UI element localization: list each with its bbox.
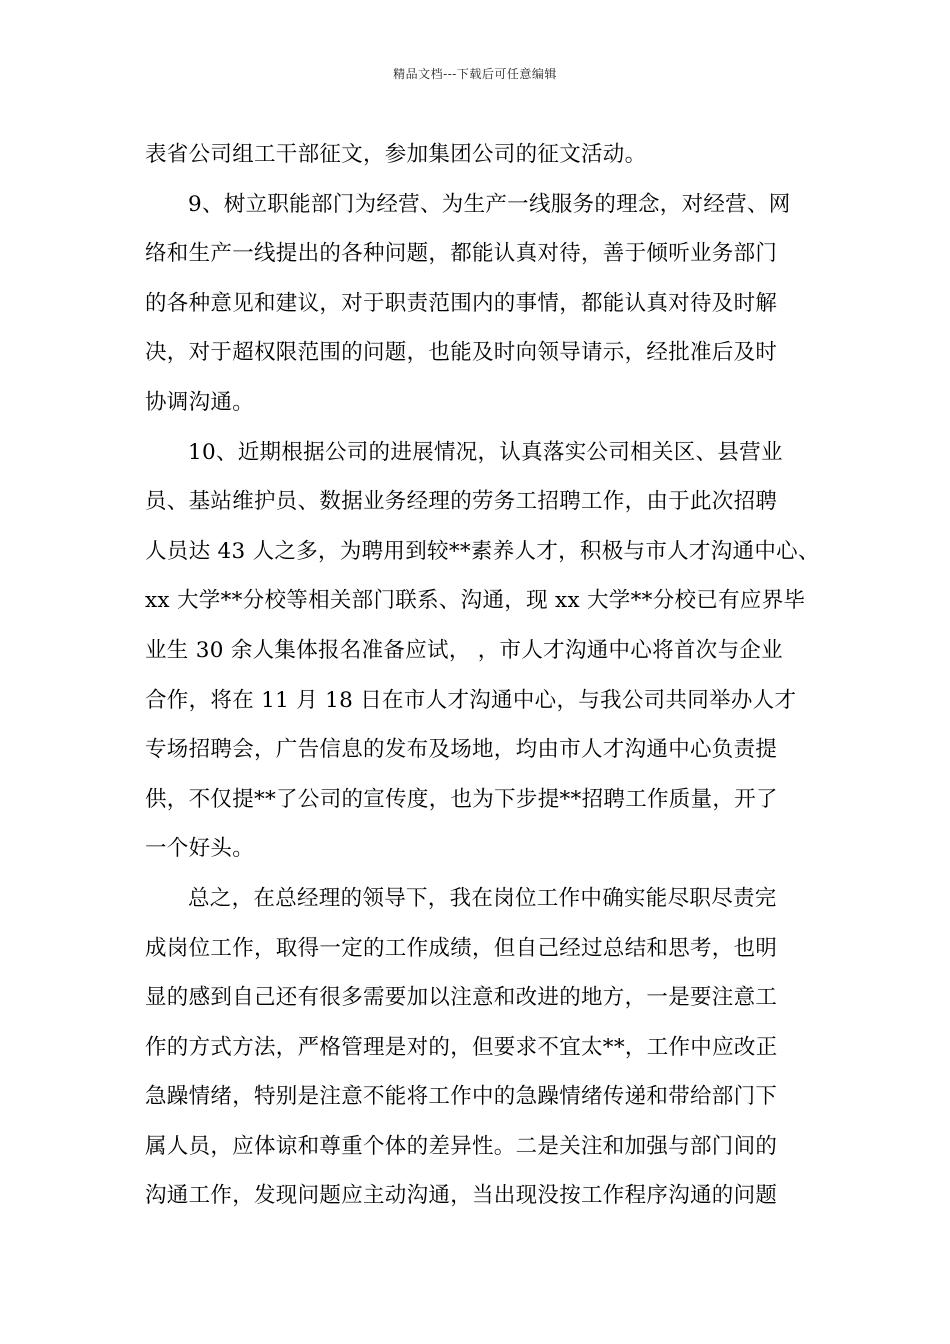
text-line: 沟通工作，发现问题应主动沟通，当出现没按工作程序沟通的问题: [145, 1183, 778, 1209]
text-line: 一个好头。: [145, 836, 255, 862]
text-line: 人员达 43 人之多，为聘用到较**素养人才，积极与市人才沟通中心、: [145, 538, 820, 564]
text-line: 专场招聘会，广告信息的发布及场地，均由市人才沟通中心负责提: [145, 737, 778, 763]
text-line: 员、基站维护员、数据业务经理的劳务工招聘工作，由于此次招聘: [145, 489, 778, 515]
text-line: 作的方式方法，严格管理是对的，但要求不宜太**，工作中应改正: [145, 1034, 778, 1060]
text-line: 络和生产一线提出的各种问题，都能认真对待，善于倾听业务部门: [145, 241, 778, 267]
text-line: 表省公司组工干部征文，参加集团公司的征文活动。: [145, 142, 647, 167]
text-line: 供，不仅提**了公司的宣传度，也为下步提**招聘工作质量，开了: [145, 786, 778, 812]
page-header: 精品文档---下载后可任意编辑: [393, 67, 557, 81]
text-line: 协调沟通。: [145, 389, 255, 415]
text-line: 业生 30 余人集体报名准备应试， ，市人才沟通中心将首次与企业: [145, 637, 783, 663]
text-line: xx 大学**分校等相关部门联系、沟通，现 xx 大学**分校已有应界毕: [145, 588, 806, 614]
text-line: 显的感到自己还有很多需要加以注意和改进的地方，一是要注意工: [145, 985, 778, 1011]
text-line: 9、树立职能部门为经营、为生产一线服务的理念，对经营、网: [188, 191, 791, 217]
text-line: 总之，在总经理的领导下，我在岗位工作中确实能尽职尽责完: [188, 885, 777, 911]
text-line: 急躁情绪，特别是注意不能将工作中的急躁情绪传递和带给部门下: [145, 1084, 778, 1110]
text-line: 合作，将在 11 月 18 日在市人才沟通中心，与我公司共同举办人才: [145, 687, 797, 713]
text-line: 决，对于超权限范围的问题，也能及时向领导请示，经批准后及时: [145, 340, 778, 366]
text-line: 成岗位工作，取得一定的工作成绩，但自己经过总结和思考，也明: [145, 935, 778, 961]
text-line: 属人员，应体谅和尊重个体的差异性。二是关注和加强与部门间的: [145, 1133, 778, 1159]
text-line: 的各种意见和建议，对于职责范围内的事情，都能认真对待及时解: [145, 290, 778, 316]
text-line: 10、近期根据公司的进展情况，认真落实公司相关区、县营业: [188, 439, 783, 465]
document-body: [145, 130, 820, 1221]
